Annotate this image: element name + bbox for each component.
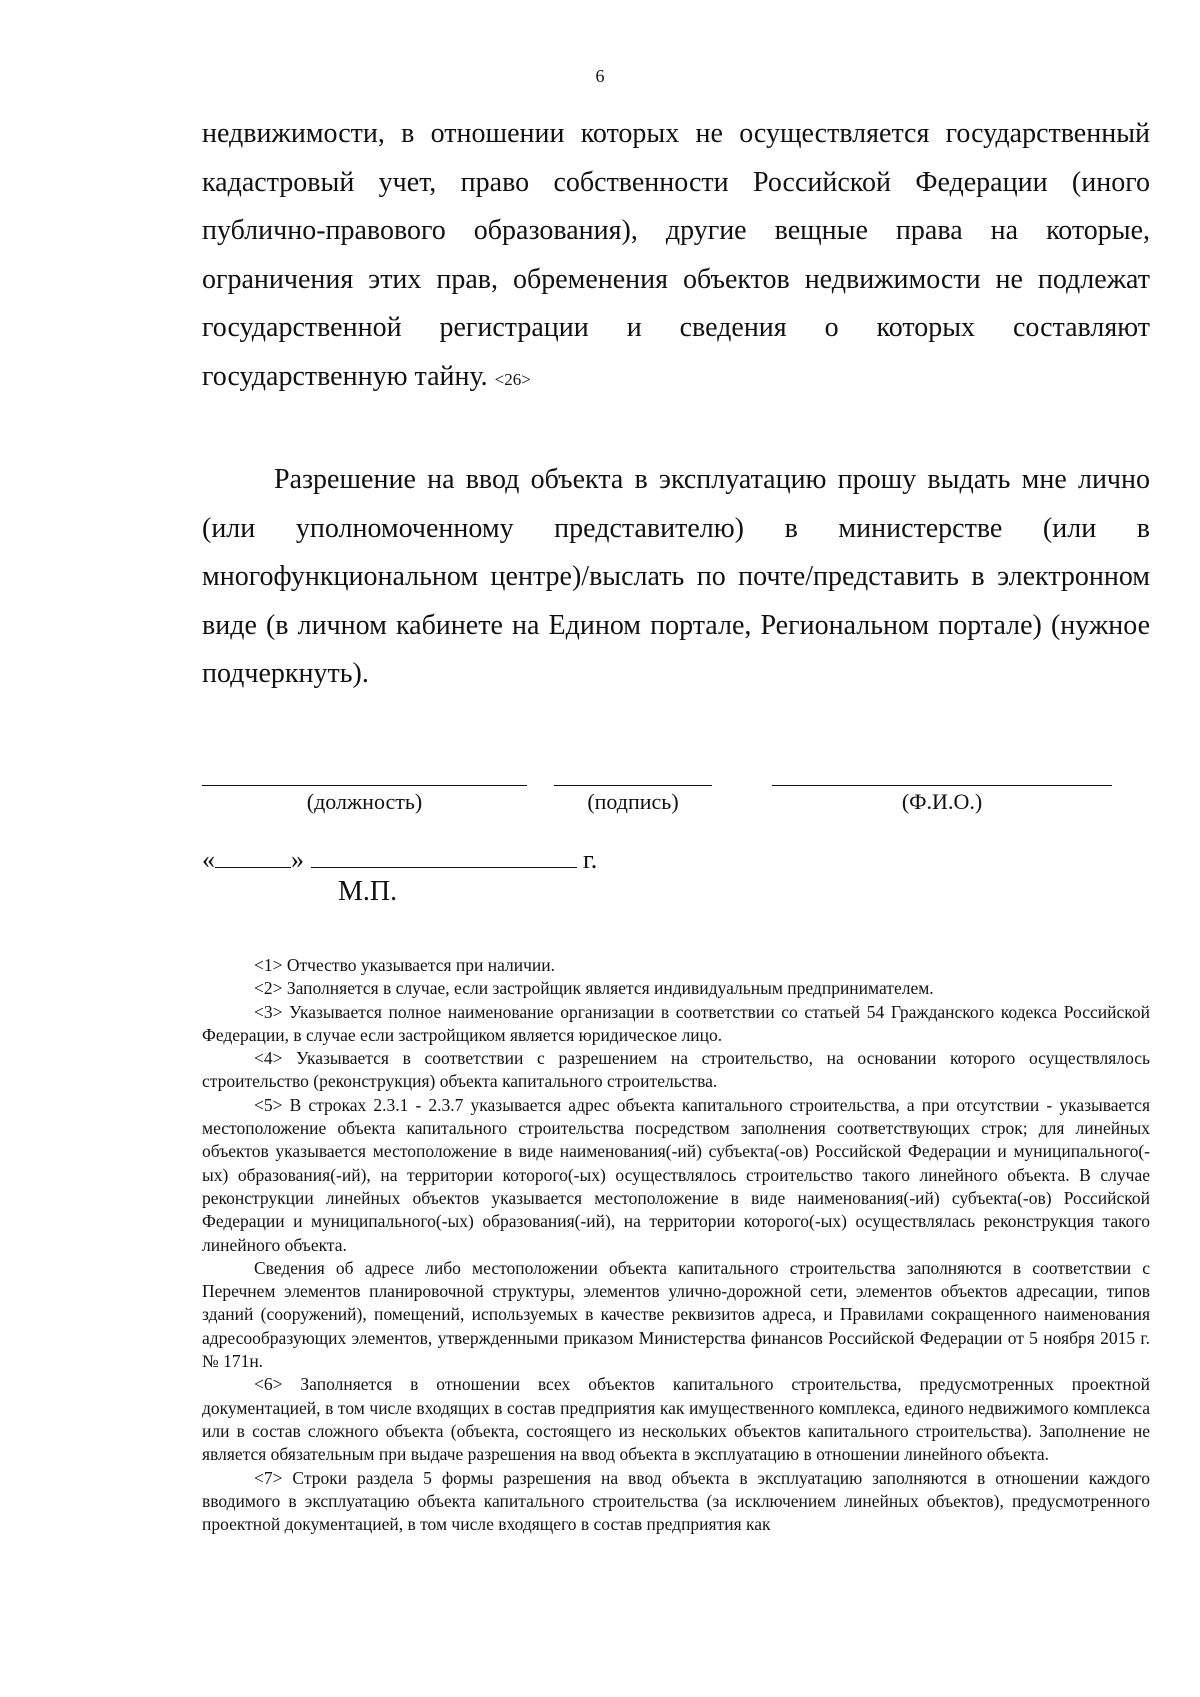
date-open-quote: «: [202, 845, 215, 874]
footnotes: [202, 954, 1150, 1536]
footnote-1: <1> Отчество указывается при наличии.: [254, 955, 556, 975]
day-blank[interactable]: [215, 849, 291, 868]
position-label: (должность): [306, 789, 423, 814]
footnote-5-address: Сведения об адресе либо местоположении объекта капитального строительства заполняются в соответствии с Перечнем элементов планировочной структуры, элементов улично-дорожной сети, элементов объектов адресации, типов зданий (сооружений), помещений, используемых в качестве реквизитов адреса, и Правилами сокращенного наименования адресообразующих элементов, утвержденными приказом Министерства финансов Российской Федерации от 5 ноября 2015 г. № 171н.: [202, 1257, 1150, 1372]
month-year-blank[interactable]: [311, 849, 577, 868]
signature-label: (подпись): [587, 789, 679, 814]
footnote-7: <7> Строки раздела 5 формы разрешения на ввод объекта в эксплуатацию заполняются в отношении каждого вводимого в эксплуатацию объекта капитального строительства (за исключением линейных объектов), предусмотренного проектной документацией, в том числе входящего в состав предприятия как: [202, 1467, 1150, 1535]
date-row: [202, 845, 597, 875]
footnote-6: <6> Заполняется в отношении всех объектов капитального строительства, предусмотренных проектной документацией, в том числе входящих в состав предприятия как имущественного комплекса, единого недвижимого комплекса или в состав сложного объекта (объекта, состоящего из нескольких объектов капитального строительства). Заполнение не является обязательным при выдаче разрешения на ввод объекта в эксплуатацию в отношении линейного объекта.: [202, 1374, 1150, 1465]
paragraph-real-estate: [202, 110, 1150, 404]
footnote-2: <2> Заполняется в случае, если застройщик является индивидуальным предпринимателем.: [254, 978, 934, 999]
date-close-quote: »: [291, 845, 304, 874]
year-suffix: г.: [583, 845, 598, 874]
full-name-line[interactable]: [772, 785, 1112, 786]
paragraph-real-estate-text: недвижимости, в отношении которых не осуществляется государственный кадастровый учет, право собственности Российской Федерации (иного публично-правового образования), другие вещные права на которые, ограничения этих прав, обременения объектов недвижимости не подлежат государственной регистрации и сведения о которых составляют государственную тайну.: [202, 118, 1150, 392]
footnote-4: <4> Указывается в соответствии с разрешением на строительство, на основании которого осуществлялось строительство (реконструкция) объекта капитального строительства.: [202, 1048, 1150, 1092]
footnote-5: <5> В строках 2.3.1 - 2.3.7 указывается адрес объекта капитального строительства, а при отсутствии - указывается местоположение объекта капитального строительства посредством заполнения соответствующих строк; для линейных объектов указывается местоположение в виде наименования(-ий) субъекта(-ов) Российской Федерации и муниципального(-ых) образования(-ий), на территории которого(-ых) осуществлялось строительство такого линейного объекта. В случае реконструкции линейных объектов указывается местоположение в виде наименования(-ий) субъекта(-ов) Российской Федерации и муниципального(-ых) образования(-ий), на территории которого(-ых) осуществлялась реконструкция такого линейного объекта.: [202, 1094, 1150, 1255]
position-line[interactable]: [202, 785, 527, 786]
stamp-place: М.П.: [338, 876, 398, 907]
paragraph-permit-delivery: Разрешение на ввод объекта в эксплуатацию прошу выдать мне лично (или уполномоченному представителю) в министерстве (или в многофункциональном центре)/выслать по почте/представить в электронном виде (в личном кабинете на Едином портале, Региональном портале) (нужное подчеркнуть).: [202, 464, 1150, 689]
footnote-3: <3> Указывается полное наименование организации в соответствии со статьей 54 Гражданского кодекса Российской Федерации, в случае если застройщиком является юридическое лицо.: [202, 1001, 1150, 1045]
full-name-label: (Ф.И.О.): [901, 789, 983, 814]
footnote-ref-26: <26>: [494, 369, 531, 389]
signature-line[interactable]: [554, 785, 712, 786]
page-number: 6: [595, 66, 605, 86]
